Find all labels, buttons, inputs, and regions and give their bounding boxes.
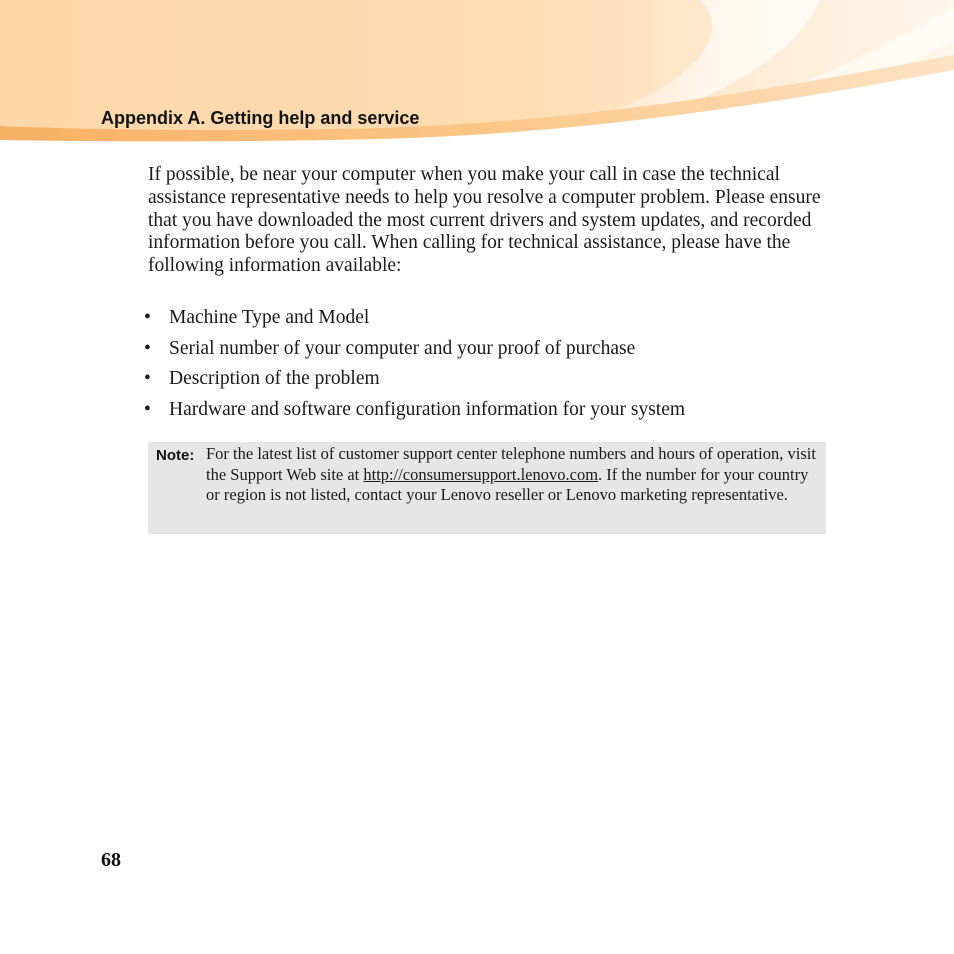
bullet-glyph: • [144,307,151,328]
intro-paragraph: If possible, be near your computer when you make your call in case the technical assistance representative needs to help you resolve a computer problem. Please ensure that you have downloaded the most current drivers and system updates, and recorded information before you call. When calling for technical assistance, please have the following information available: [148,164,821,277]
bullet-glyph: • [144,368,151,390]
list-item [144,366,685,392]
list-item-text: Machine Type and Model [169,307,370,328]
note-text-after-link: . If the number for your country or region is not listed, contact your Lenovo reseller or Lenovo marketing representative. [206,464,809,505]
bullet-glyph: • [144,337,151,359]
page-number: 68 [101,849,121,871]
list-item-text: Hardware and software configuration information for your system [169,398,686,420]
list-item-text: Description of the problem [169,368,380,390]
list-item [144,336,685,362]
list-item-text: Serial number of your computer and your proof of purchase [169,337,636,359]
list-item [144,397,685,423]
bullet-glyph: • [144,398,151,420]
note-text [206,444,818,506]
list-item [144,305,685,331]
support-site-link[interactable]: http://consumersupport.lenovo.com [363,464,599,484]
note-box [148,442,826,534]
required-info-list [144,305,685,427]
note-text-before-link: For the latest list of customer support center telephone numbers and hours of operation, visit the Support Web site at [206,444,816,484]
section-title: Appendix A. Getting help and service [101,108,420,128]
note-label: Note: [156,447,195,464]
